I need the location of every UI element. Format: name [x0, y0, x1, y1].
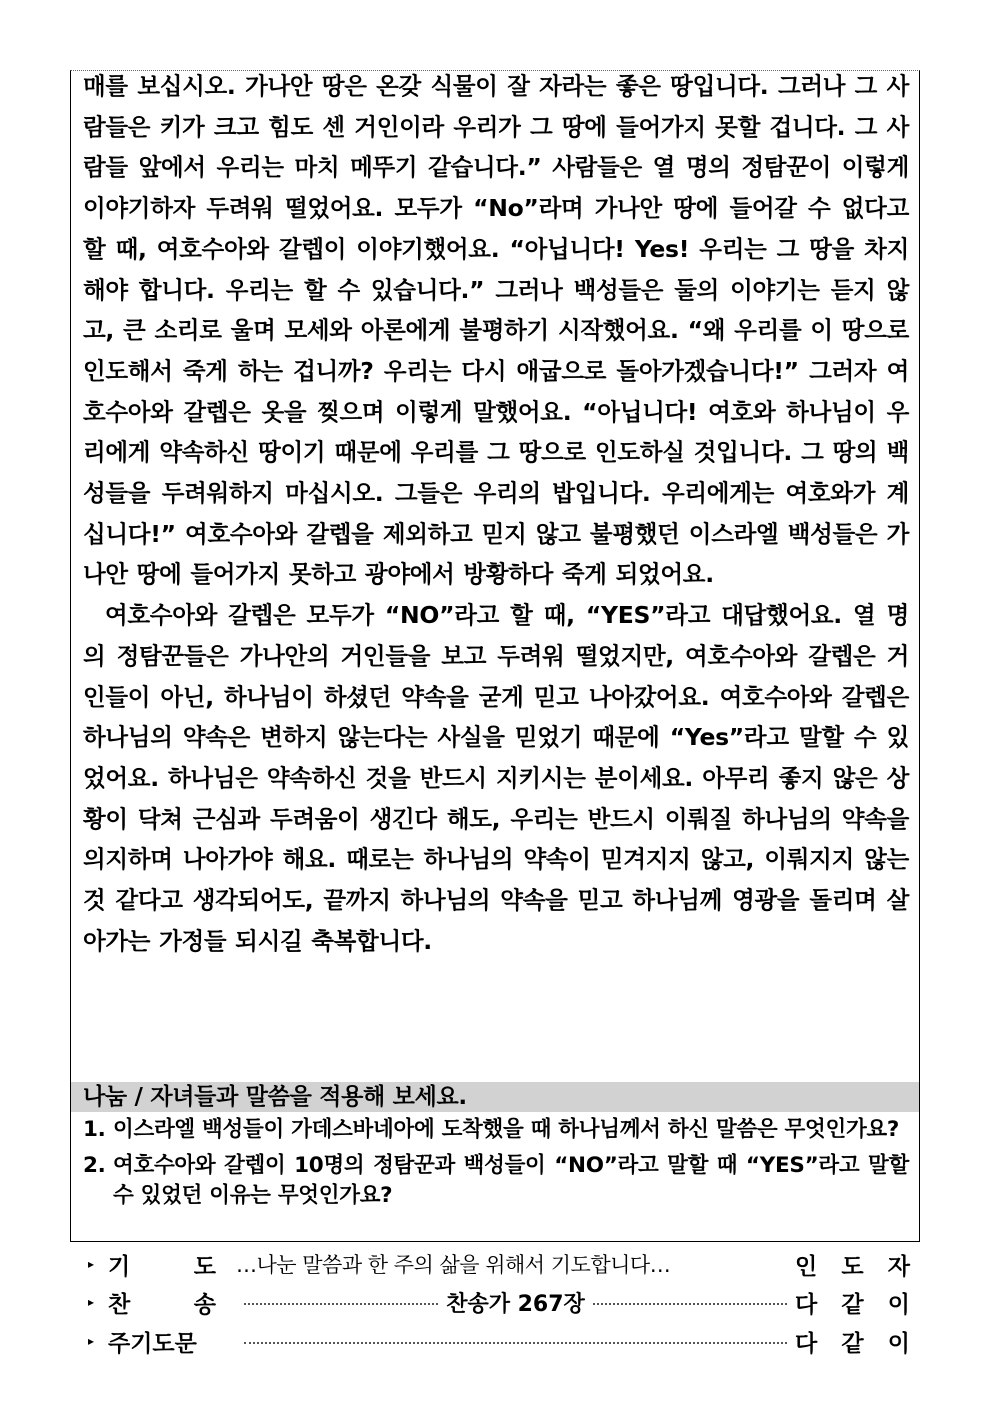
arrow-right-icon: ▸ [88, 1257, 95, 1271]
paragraph-1: 매를 보십시오. 가나안 땅은 온갖 식물이 잘 자라는 좋은 땅입니다. 그러나 그 사람들은 키가 크고 힘도 센 거인이라 우리가 그 땅에 들어가지 못할 겁니다. 그 사람들 앞에서 우리는 마치 메뚜기 같습니다.” 사람들은 열 명의 정탐꾼이 이렇게 이야기하자 두려워 떨었어요. 모두가 “No”라며 가나안 땅에 들어갈 수 없다고 할 때, 여호수아와 갈렙이 이야기했어요. “아닙니다! Yes! 우리는 그 땅을 차지해야 합니다. 우리는 할 수 있습니다.” 그러나 백성들은 둘의 이야기는 듣지 않고, 큰 소리로 울며 모세와 아론에게 불평하기 시작했어요. “왜 우리를 이 땅으로 인도해서 죽게 하는 겁니까? 우리는 다시 애굽으로 돌아가겠습니다!” 그러자 여호수아와 갈렙은 옷을 찢으며 이렇게 말했어요. “아닙니다! 여호와 하나님이 우리에게 약속하신 땅이기 때문에 우리를 그 땅으로 인도하실 것입니다. 그 땅의 백성들을 두려워하지 마십시오. 그들은 우리의 밥입니다. 우리에게는 여호와가 계십니다!” 여호수아와 갈렙을 제외하고 믿지 않고 불평했던 이스라엘 백성들은 가나안 땅에 들어가지 못하고 광야에서 방황하다 죽게 되었어요. [83, 72, 909, 589]
order-prayer [88, 1244, 910, 1284]
order-description [236, 1340, 795, 1342]
order-hymn [88, 1282, 910, 1322]
order-label: 기 도 [108, 1253, 216, 1280]
question-list [83, 1115, 909, 1217]
order-lords-prayer [88, 1321, 910, 1361]
order-description: 찬송가 267장 [236, 1287, 795, 1318]
question-item [83, 1151, 909, 1211]
order-label: 찬 송 [108, 1291, 216, 1318]
order-description: …나눈 말씀과 한 주의 삶을 위해서 기도합니다… [236, 1253, 671, 1277]
order-leader: 인 도 자 [795, 1253, 910, 1280]
arrow-right-icon: ▸ [88, 1334, 95, 1348]
paragraph-2: 여호수아와 갈렙은 모두가 “NO”라고 할 때, “YES”라고 대답했어요. 열 명의 정탐꾼들은 가나안의 거인들을 보고 두려워 떨었지만, 여호수아와 갈렙은 거인들이 아닌, 하나님이 하셨던 약속을 굳게 믿고 나아갔어요. 여호수아와 갈렙은 하나님의 약속은 변하지 않는다는 사실을 믿었기 때문에 “Yes”라고 말할 수 있었어요. 하나님은 약속하신 것을 반드시 지키시는 분이세요. 아무리 좋지 않은 상황이 닥쳐 근심과 두려움이 생긴다 해도, 우리는 반드시 이뤄질 하나님의 약속을 의지하며 나아가야 해요. 때로는 하나님의 약속이 믿겨지지 않고, 이뤄지지 않는 것 같다고 생각되어도, 끝까지 하나님의 약속을 믿고 하나님께 영광을 돌리며 살아가는 가정들 되시길 축복합니다. [83, 601, 909, 955]
question-text: 이스라엘 백성들이 가데스바네아에 도착했을 때 하나님께서 하신 말씀은 무엇인가요? [113, 1117, 900, 1142]
arrow-right-icon: ▸ [88, 1295, 95, 1309]
sermon-body [83, 66, 909, 961]
question-item [83, 1115, 909, 1145]
question-text: 여호수아와 갈렙이 10명의 정탐꾼과 백성들이 “NO”라고 말할 때 “YES”라고 말할 수 있었던 이유는 무엇인가요? [113, 1153, 909, 1208]
order-leader: 다 같 이 [795, 1330, 910, 1357]
sharing-title: 나눔 / 자녀들과 말씀을 적용해 보세요. [83, 1084, 467, 1110]
question-number: 2. [83, 1153, 106, 1178]
question-number: 1. [83, 1117, 106, 1142]
order-leader: 다 같 이 [795, 1291, 910, 1318]
order-label: 주기도문 [108, 1330, 197, 1357]
